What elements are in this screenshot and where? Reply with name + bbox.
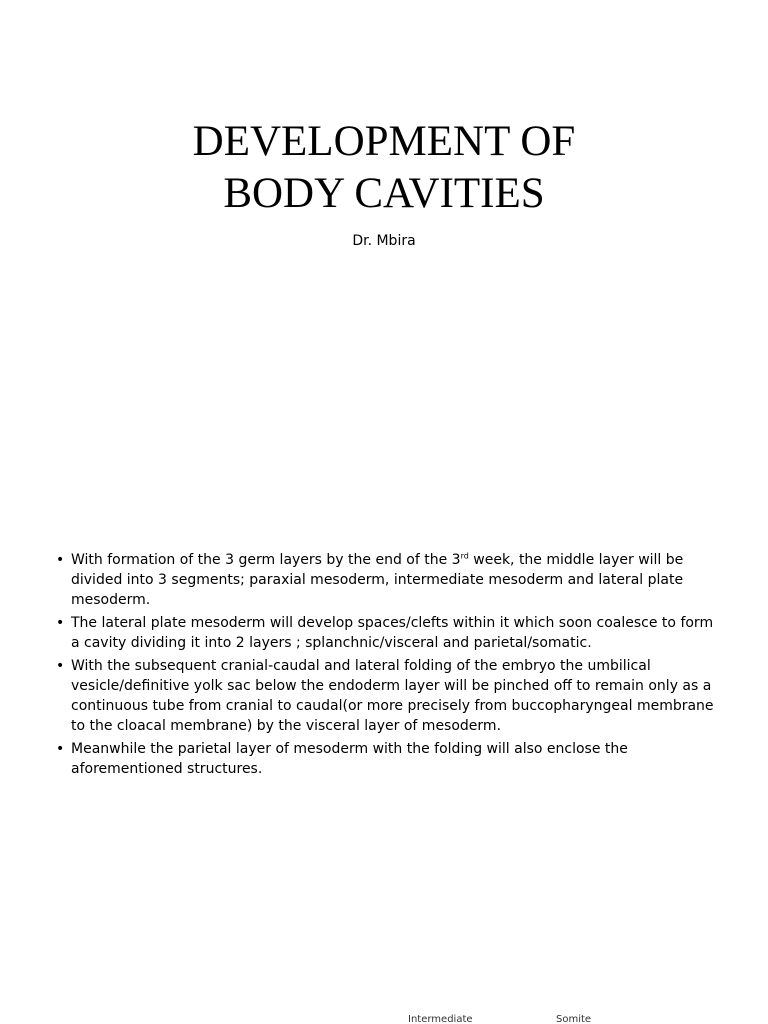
slide-subtitle-author: Dr. Mbira [352,233,416,249]
bullet-item [56,656,716,736]
bullet-list [56,550,716,782]
bullet-item [56,613,716,653]
slide-title-line-1: DEVELOPMENT OF [192,118,576,165]
ordinal-superscript: rd [460,551,469,561]
bullet-icon: • [56,741,65,757]
bullet-text: Meanwhile the parietal layer of mesoderm with the folding will also enclose the aforementioned structures. [71,741,628,777]
bullet-text: With the subsequent cranial-caudal and lateral folding of the embryo the umbilical vesicle/definitive yolk sac below the endoderm layer will be pinched off to remain only as a continuous tube from cranial to caudal(or more precisely from buccopharyngeal membrane to the cloacal membrane) by the visceral layer of mesoderm. [71,658,714,734]
bullet-item [56,739,716,779]
slide-title-line-2: BODY CAVITIES [223,170,545,217]
slide-title [0,116,768,220]
bullet-icon: • [56,658,65,674]
bullet-icon: • [56,615,65,631]
next-slide-label-intermediate: Intermediate [408,1014,473,1024]
bullet-icon: • [56,552,65,568]
next-slide-label-somite: Somite [556,1014,592,1024]
bullet-item [56,550,716,610]
bullet-text: The lateral plate mesoderm will develop spaces/clefts within it which soon coalesce to form a cavity dividing it into 2 layers ; splanchnic/visceral and parietal/somatic. [71,615,714,651]
bullet-text-part: With formation of the 3 germ layers by the end of the 3 [71,552,461,568]
bullet-text-part: week, the middle layer will be divided into 3 segments; paraxial mesoderm, intermediate mesoderm and lateral plate mesoderm. [71,552,684,608]
